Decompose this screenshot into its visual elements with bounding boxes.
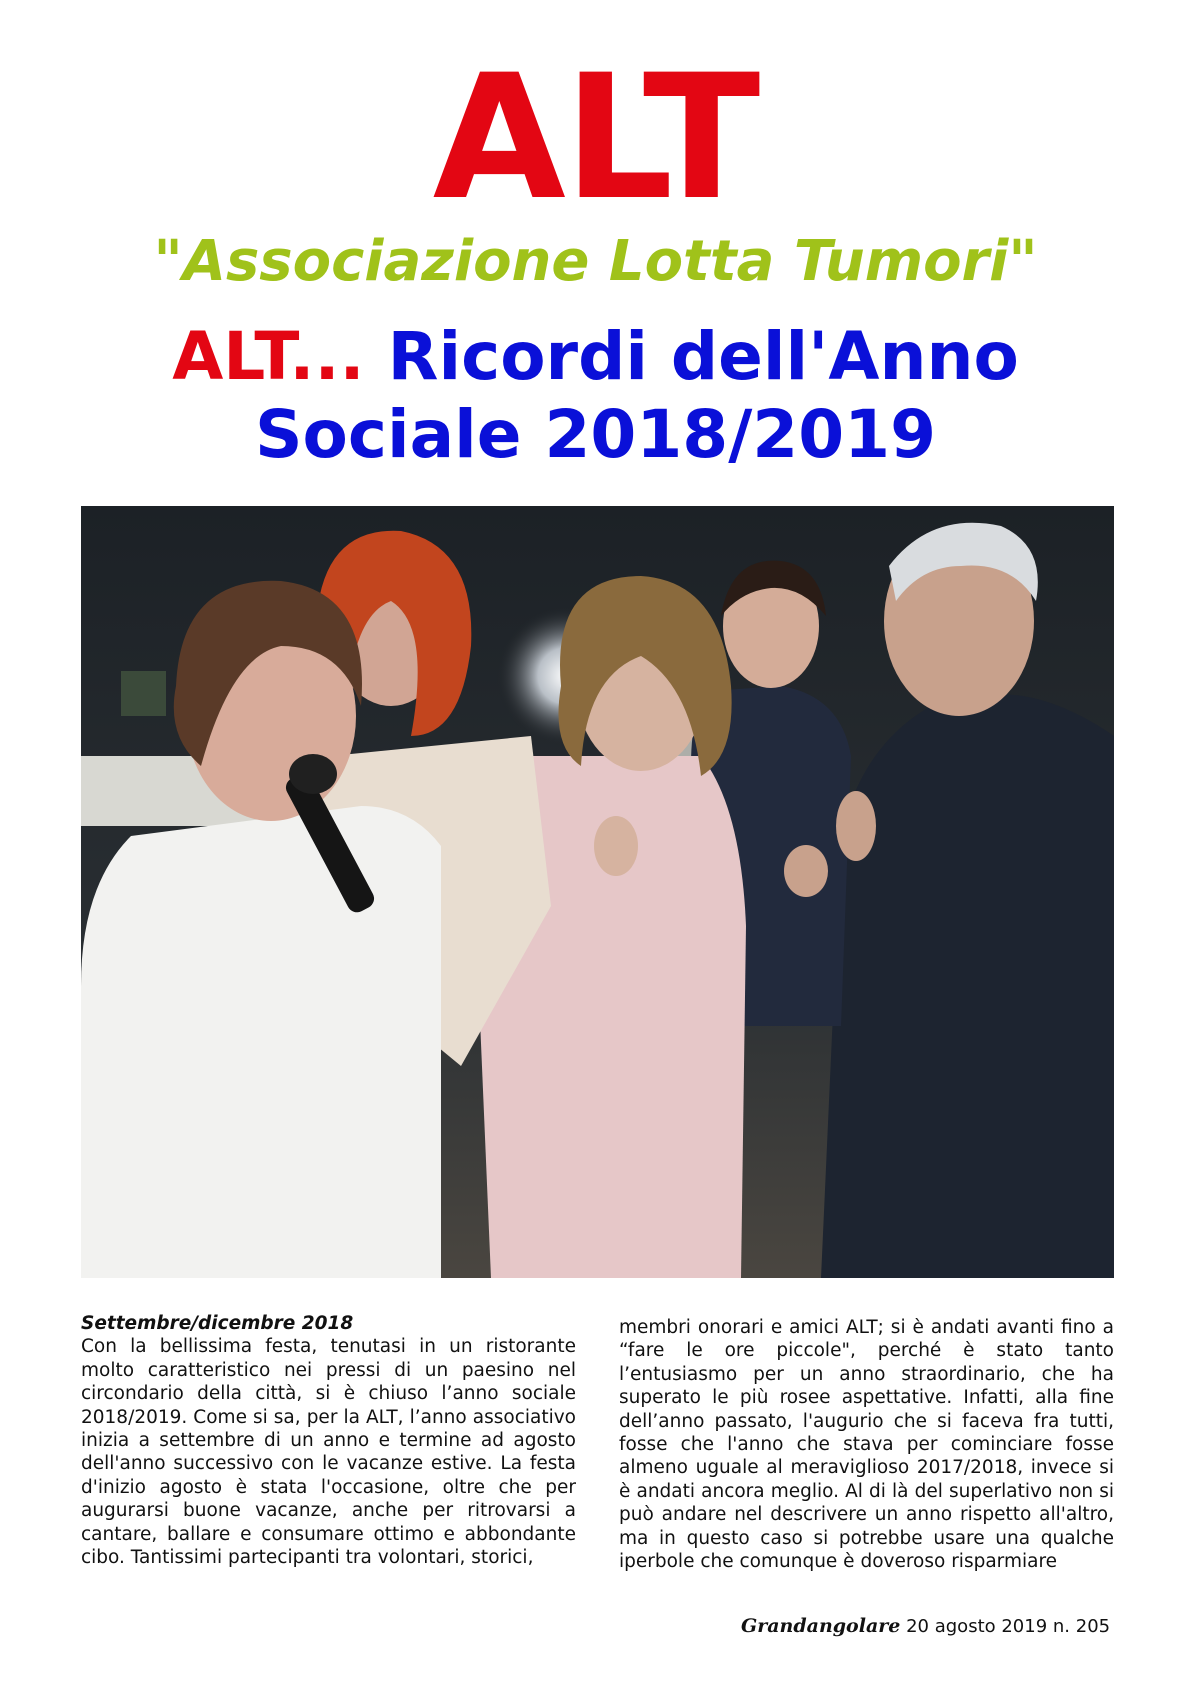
article-column-left: [81, 1312, 576, 1569]
logo-title: ALT: [432, 37, 759, 238]
article-text-right: membri onorari e amici ALT; si è andati avanti fino a “fare le ore piccole", perché è stato tanto l’entusiasmo per un anno straordinario, che ha superato le più rosee aspettative. Infatti, alla fine dell’anno passato, l'augurio che si faceva fra tutti, fosse che l'anno che stava per cominciare fosse almeno uguale al meraviglioso 2017/2018, invece si è andati ancora meglio. Al di là del superlativo non si può andare nel descrivere un anno rispetto all'altro, ma in questo caso si potrebbe usare una qualche iperbole che comunque è doveroso risparmiare: [619, 1317, 1114, 1573]
section-heading: Settembre/dicembre 2018: [81, 1313, 354, 1334]
article-column-right: [619, 1316, 1114, 1573]
association-name: "Associazione Lotta Tumori": [153, 229, 1038, 294]
headline-line-1: [0, 318, 1191, 396]
issue-info: 20 agosto 2019 n. 205: [906, 1616, 1111, 1637]
article-headline: [0, 318, 1191, 474]
event-photo: [81, 506, 1114, 1278]
headline-prefix: ALT...: [172, 318, 365, 395]
publication-name: Grandangolare: [741, 1615, 901, 1637]
page-footer: [741, 1615, 1110, 1637]
article-text-left: Con la bellissima festa, tenutasi in un ristorante molto caratteristico nei pressi di un paesino nel circondario della città, si è chiuso l’anno sociale 2018/2019. Come si sa, per la ALT, l’anno associativo inizia a settembre di un anno e termine ad agosto dell'anno successivo con le vacanze estive. La festa d'inizio agosto è stata l'occasione, oltre che per augurarsi buone vacanze, anche per ritrovarsi a cantare, ballare e consumare ottimo e abbondante cibo. Tantissimi partecipanti tra volontari, storici,: [81, 1336, 576, 1569]
headline-title: Ricordi dell'Anno: [387, 318, 1019, 395]
headline-line-2: Sociale 2018/2019: [254, 396, 936, 473]
